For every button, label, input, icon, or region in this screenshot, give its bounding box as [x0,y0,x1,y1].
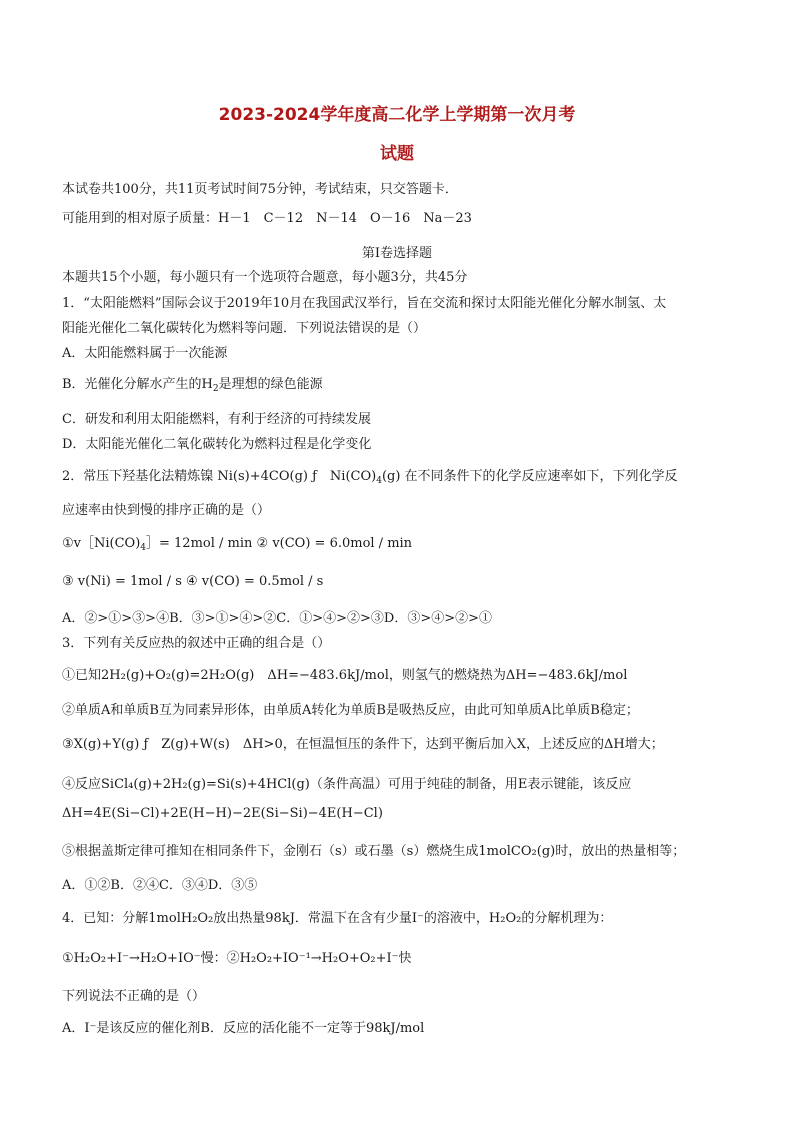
section-title: 第Ⅰ卷选择题 [361,246,433,261]
q3-item4-line2: ΔH=4E(Si−Cl)+2E(H−H)−2E(Si−Si)−4E(H−Cl) [62,806,383,821]
atomic-masses: 可能用到的相对原子质量：H－1 C－12 N－14 O－16 Na－23 [62,211,472,226]
q2-options: A．②>①>③>④B．③>①>④>②C．①>④>②>③D．③>④>②>① [62,611,493,626]
q3-item2: ②单质A和单质B互为同素异形体，由单质A转化为单质B是吸热反应，由此可知单质A比单质B稳定； [62,703,639,718]
q1-option-b [62,373,323,394]
q3-item4-line1: ④反应SiCl₄(g)+2H₂(g)=Si(s)+4HCl(g)（条件高温）可用于纯硅的制备，用E表示键能，该反应 [62,777,632,792]
q1-option-c: C．研发和利用太阳能燃料，有利于经济的可持续发展 [62,412,371,427]
exam-subtitle: 试题 [380,144,414,164]
q1-option-b-subscript: 2 [212,384,219,394]
q3-item5: ⑤根据盖斯定律可推知在相同条件下，金刚石（s）或石墨（s）燃烧生成1molCO₂(g)时，放出的热量相等； [62,844,686,859]
section-description: 本题共15个小题，每小题只有一个选项符合题意，每小题3分，共45分 [62,270,468,285]
exam-title: 2023-2024学年度高二化学上学期第一次月考 [218,105,576,125]
q2-rate1-text: ①v［Ni(CO) [62,536,141,551]
q2-stem-line1 [62,465,678,486]
q1-option-b-text-end: 是理想的绿色能源 [218,377,323,392]
q4-mechanism: ①H₂O₂+I⁻→H₂O+IO⁻慢：②H₂O₂+IO⁻¹→H₂O+O₂+I⁻快 [62,951,412,966]
q2-stem-line2: 应速率由快到慢的排序正确的是（） [62,503,271,518]
q2-rates-line2: ③ v(Ni) = 1mol / s ④ v(CO) = 0.5mol / s [62,574,324,589]
q2-stem-text: 2．常压下羟基化法精炼镍 Ni(s)+4CO(g) ƒ Ni(CO) [62,469,377,484]
q3-item3: ③X(g)+Y(g) ƒ Z(g)+W(s) ΔH>0，在恒温恒压的条件下，达到平衡后加入X，上述反应的ΔH增大； [62,737,664,752]
q2-stem-subscript: 4 [376,476,382,486]
q3-options: A．①②B．②④C．③④D．③⑤ [62,878,258,893]
q1-option-d: D．太阳能光催化二氧化碳转化为燃料过程是化学变化 [62,437,372,452]
exam-intro: 本试卷共100分，共11页考试时间75分钟，考试结束，只交答题卡． [62,182,458,197]
q4-question: 下列说法不正确的是（） [62,989,206,1004]
q1-stem-line1: 1．“太阳能燃料”国际会议于2019年10月在我国武汉举行，旨在交流和探讨太阳能光催化分解水制氢、太 [62,296,667,311]
q2-rate1-text-end: ］= 12mol / min ② v(CO) = 6.0mol / min [146,536,413,551]
q1-option-a: A．太阳能燃料属于一次能源 [62,346,228,361]
q3-stem: 3．下列有关反应热的叙述中正确的组合是（） [62,636,331,651]
q3-item1: ①已知2H₂(g)+O₂(g)=2H₂O(g) ΔH=−483.6kJ/mol，则氢气的燃烧热为ΔH=−483.6kJ/mol [62,668,628,683]
q4-options: A．I⁻是该反应的催化剂B．反应的活化能不一定等于98kJ/mol [62,1021,425,1036]
q2-rates-line1 [62,532,412,553]
q2-rate1-subscript: 4 [140,543,147,553]
q2-stem-text-end: (g) 在不同条件下的化学反应速率如下，下列化学反 [381,469,678,484]
q4-stem: 4．已知：分解1molH₂O₂放出热量98kJ．常温下在含有少量I⁻的溶液中，H₂O₂的分解机理为： [62,911,613,926]
q1-stem-line2: 阳能光催化二氧化碳转化为燃料等问题．下列说法错误的是（） [62,321,427,336]
q1-option-b-text: B．光催化分解水产生的H [62,377,213,392]
